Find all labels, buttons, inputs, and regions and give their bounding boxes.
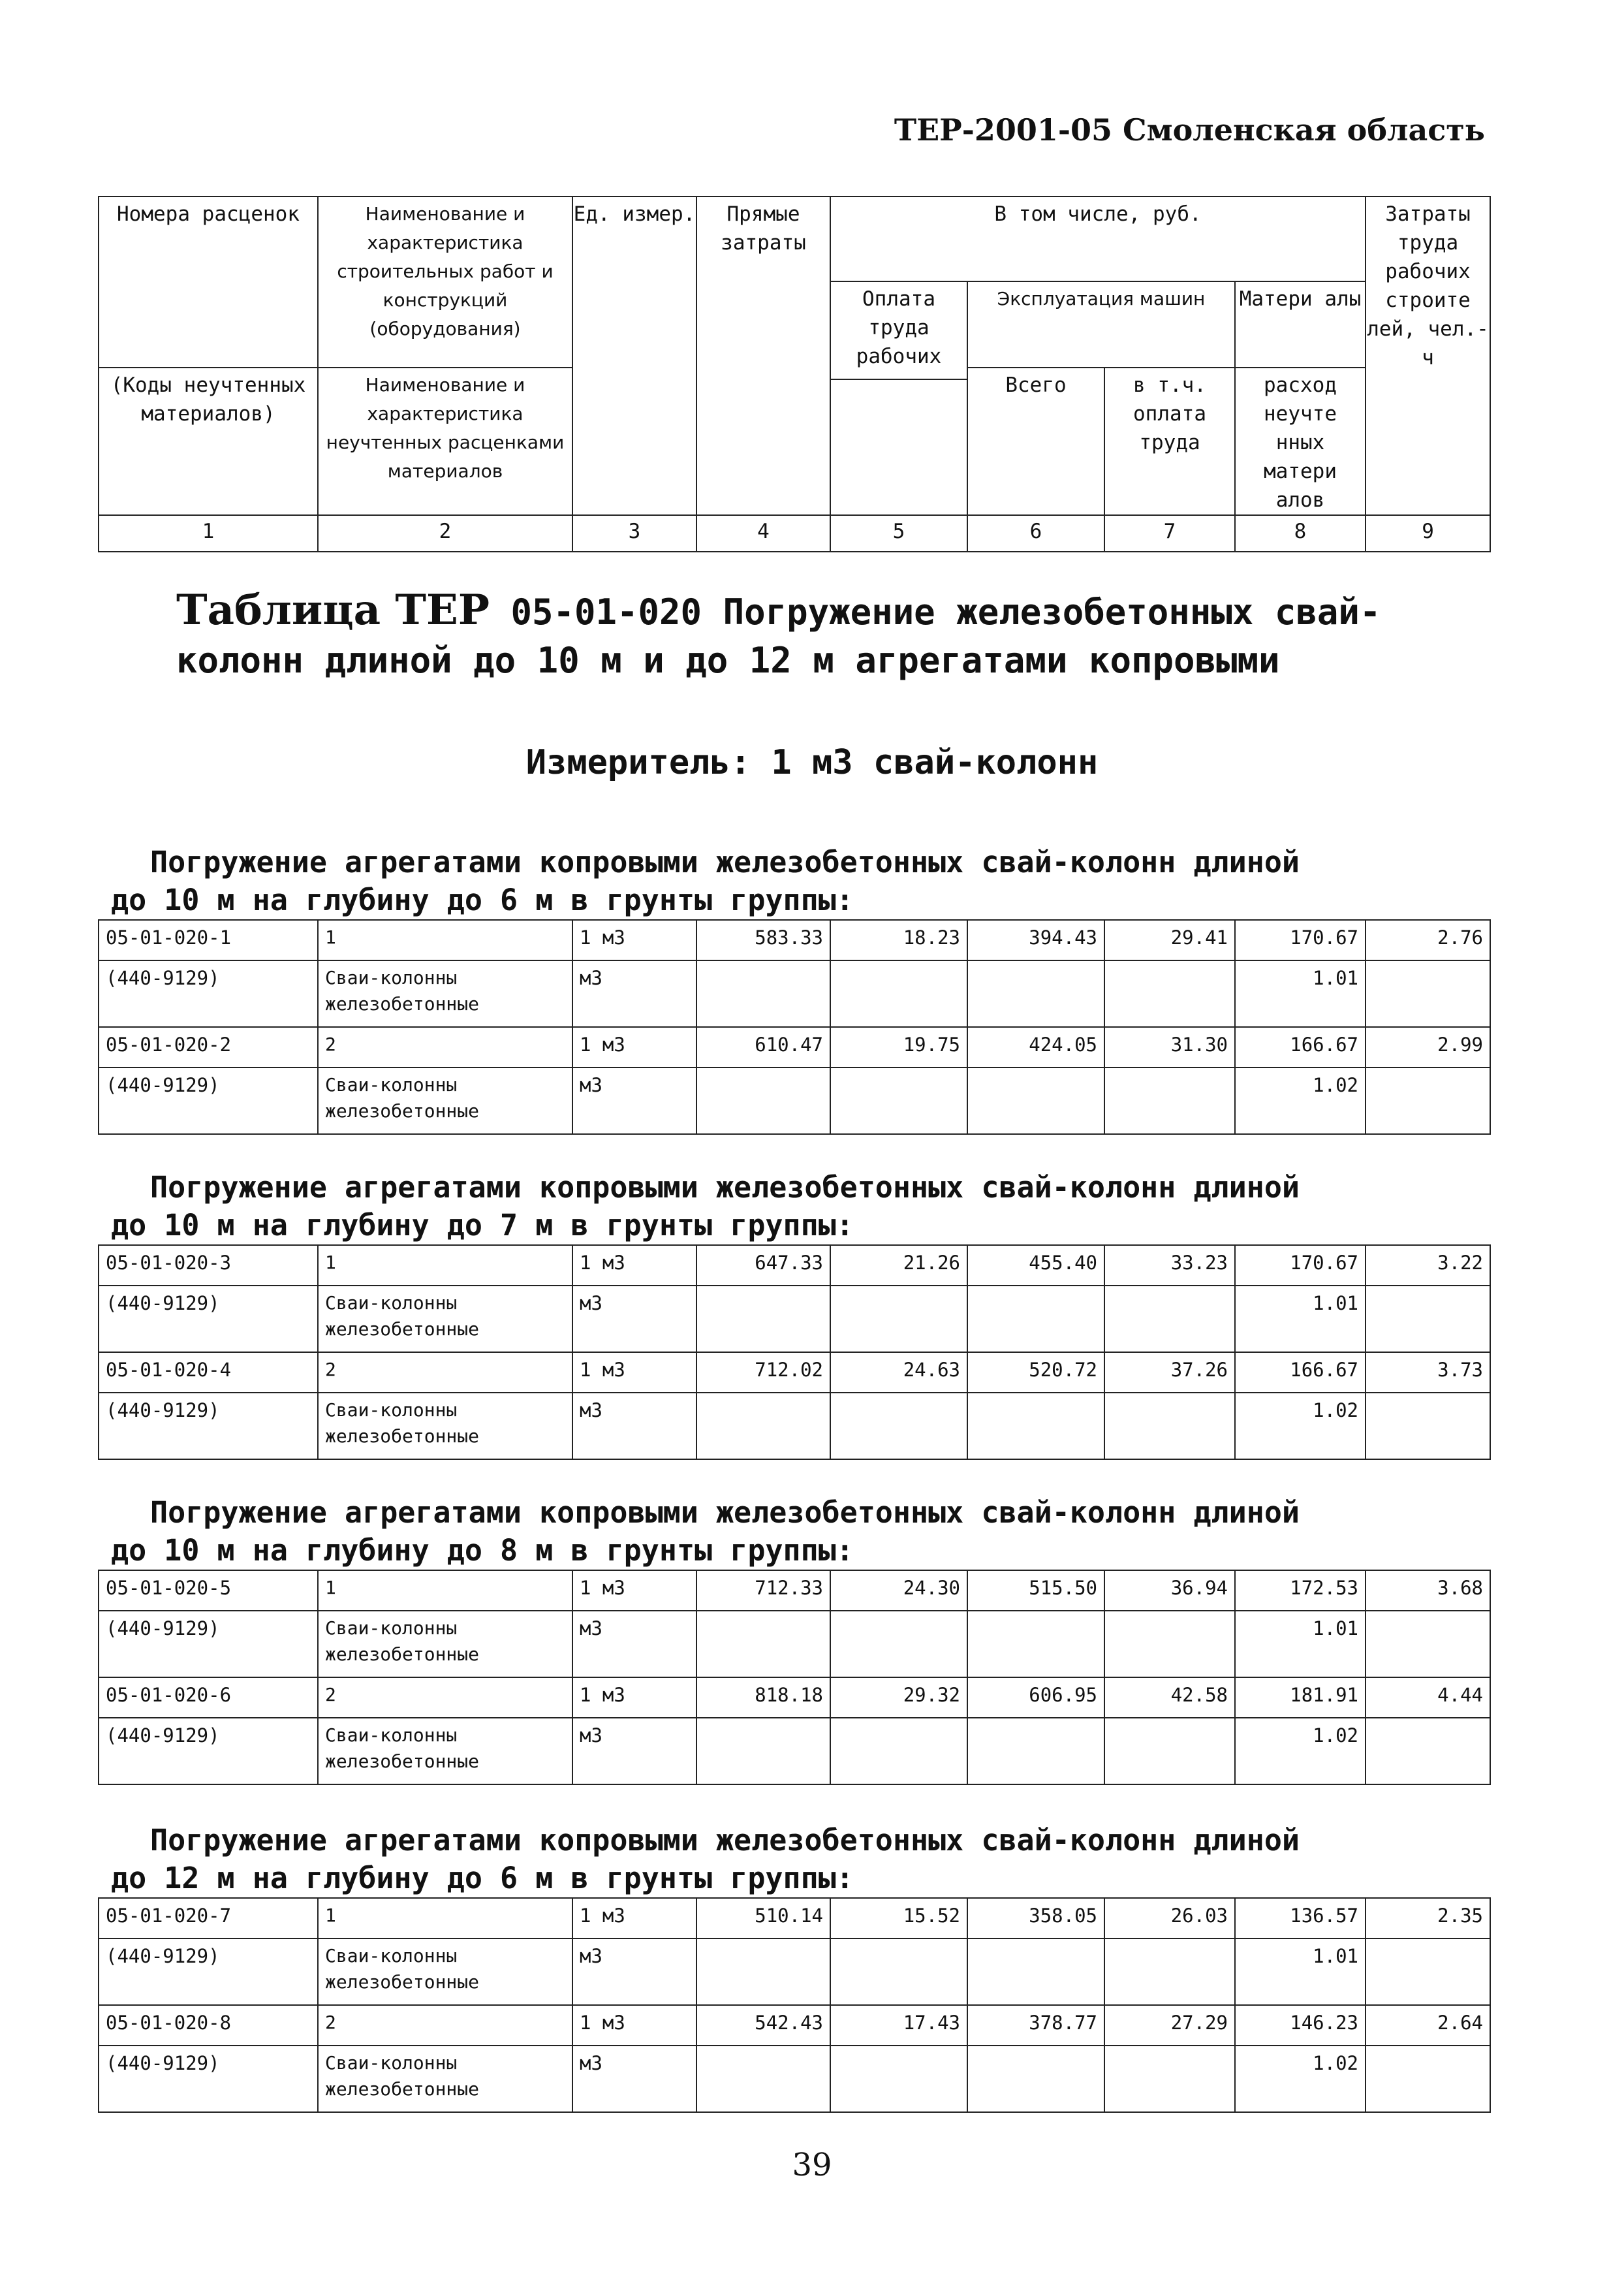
cell-name: 2: [318, 1027, 572, 1067]
cell-labor: [830, 1938, 967, 2005]
cell-name: 1: [318, 920, 572, 960]
rates-table: [98, 919, 1491, 1135]
header-num-6: 6: [967, 515, 1104, 552]
cell-code: (440-9129): [99, 1718, 318, 1784]
header-col4: Прямые затраты: [696, 197, 830, 515]
section-title: [111, 1494, 1475, 1570]
cell-direct: 510.14: [696, 1898, 830, 1938]
cell-hours: 3.22: [1366, 1245, 1490, 1286]
rate-row: [99, 2005, 1490, 2046]
cell-code: 05-01-020-5: [99, 1570, 318, 1611]
material-row: [99, 1393, 1490, 1459]
cell-direct: [696, 1067, 830, 1134]
cell-mach-labor: [1104, 1067, 1235, 1134]
cell-mach-labor: 33.23: [1104, 1245, 1235, 1286]
header-col1-bottom: (Коды неучтенных материалов): [99, 368, 318, 515]
cell-mat: 181.91: [1235, 1677, 1366, 1718]
cell-name: 1: [318, 1245, 572, 1286]
cell-mach-labor: 37.26: [1104, 1352, 1235, 1393]
cell-mach-labor: [1104, 1393, 1235, 1459]
cell-code: 05-01-020-8: [99, 2005, 318, 2046]
rate-row: [99, 920, 1490, 960]
header-num-2: 2: [318, 515, 572, 552]
material-row: [99, 1938, 1490, 2005]
cell-unit: 1 м3: [572, 1352, 696, 1393]
cell-code: 05-01-020-7: [99, 1898, 318, 1938]
cell-mach-labor: 29.41: [1104, 920, 1235, 960]
cell-mach-labor: 27.29: [1104, 2005, 1235, 2046]
header-col2-top: Наименование и характеристика строительных работ и конструкций (оборудования): [318, 197, 572, 368]
material-row: [99, 960, 1490, 1027]
cell-unit: м3: [572, 1067, 696, 1134]
cell-code: (440-9129): [99, 1286, 318, 1352]
cell-direct: 610.47: [696, 1027, 830, 1067]
rate-row: [99, 1027, 1490, 1067]
cell-hours: [1366, 1718, 1490, 1784]
rate-row: [99, 1352, 1490, 1393]
cell-unit: м3: [572, 1938, 696, 2005]
rate-row: [99, 1677, 1490, 1718]
cell-labor: [830, 1286, 967, 1352]
cell-labor: [830, 1718, 967, 1784]
cell-mach: 606.95: [967, 1677, 1104, 1718]
cell-hours: 3.68: [1366, 1570, 1490, 1611]
cell-name: Сваи-колонны железобетонные: [318, 1067, 572, 1134]
cell-mach: [967, 1286, 1104, 1352]
material-row: [99, 2046, 1490, 2112]
cell-code: 05-01-020-4: [99, 1352, 318, 1393]
cell-direct: [696, 960, 830, 1027]
cell-unit: 1 м3: [572, 1245, 696, 1286]
table-title-code: 05-01-020: [510, 592, 702, 633]
cell-name: Сваи-колонны железобетонные: [318, 1938, 572, 2005]
cell-unit: 1 м3: [572, 1898, 696, 1938]
rates-table: [98, 1897, 1491, 2113]
cell-hours: [1366, 1286, 1490, 1352]
cell-labor: 18.23: [830, 920, 967, 960]
cell-code: (440-9129): [99, 1393, 318, 1459]
section-title-line2: до 10 м на глубину до 8 м в грунты группы:: [111, 1533, 854, 1568]
cell-labor: [830, 960, 967, 1027]
rates-table: [98, 1244, 1491, 1460]
section-title: [111, 1822, 1475, 1897]
cell-mach-labor: 26.03: [1104, 1898, 1235, 1938]
section-title-line2: до 12 м на глубину до 6 м в грунты группы:: [111, 1861, 854, 1895]
cell-name: 1: [318, 1570, 572, 1611]
cell-unit: м3: [572, 2046, 696, 2112]
header-col9: Затраты труда рабочих строите лей, чел.-ч: [1366, 197, 1490, 515]
header-num-9: 9: [1366, 515, 1490, 552]
cell-labor: 17.43: [830, 2005, 967, 2046]
cell-unit: м3: [572, 1286, 696, 1352]
cell-mat: 170.67: [1235, 1245, 1366, 1286]
cell-name: 2: [318, 2005, 572, 2046]
cell-name: Сваи-колонны железобетонные: [318, 2046, 572, 2112]
table-title-line2: колонн длиной до 10 м и до 12 м агрегатами копровыми: [176, 640, 1280, 681]
cell-mach-labor: 31.30: [1104, 1027, 1235, 1067]
material-row: [99, 1718, 1490, 1784]
cell-mach-labor: [1104, 1938, 1235, 2005]
cell-code: 05-01-020-1: [99, 920, 318, 960]
cell-hours: [1366, 1067, 1490, 1134]
cell-unit: м3: [572, 1393, 696, 1459]
cell-hours: [1366, 1938, 1490, 2005]
cell-mach: 520.72: [967, 1352, 1104, 1393]
cell-mach: 378.77: [967, 2005, 1104, 2046]
cell-mat: 166.67: [1235, 1352, 1366, 1393]
cell-hours: 3.73: [1366, 1352, 1490, 1393]
cell-mach-labor: [1104, 1718, 1235, 1784]
cell-hours: [1366, 1393, 1490, 1459]
material-row: [99, 1286, 1490, 1352]
cell-mach: 358.05: [967, 1898, 1104, 1938]
cell-unit: 1 м3: [572, 1570, 696, 1611]
section-title: [111, 1169, 1475, 1244]
header-col3: Ед. измер.: [572, 197, 696, 515]
cell-code: 05-01-020-6: [99, 1677, 318, 1718]
table-title-line1: Погружение железобетонных свай-: [723, 592, 1381, 633]
cell-code: (440-9129): [99, 1938, 318, 2005]
cell-labor: [830, 1611, 967, 1677]
header-table: [98, 196, 1491, 552]
material-row: [99, 1067, 1490, 1134]
cell-unit: м3: [572, 1718, 696, 1784]
header-num-3: 3: [572, 515, 696, 552]
cell-mach-labor: [1104, 1611, 1235, 1677]
cell-labor: [830, 1067, 967, 1134]
cell-hours: 4.44: [1366, 1677, 1490, 1718]
cell-unit: 1 м3: [572, 920, 696, 960]
header-num-8: 8: [1235, 515, 1366, 552]
header-group: В том числе, руб.: [830, 197, 1366, 281]
cell-name: Сваи-колонны железобетонные: [318, 1718, 572, 1784]
cell-code: (440-9129): [99, 1067, 318, 1134]
cell-mat: 1.01: [1235, 1286, 1366, 1352]
cell-labor: 24.30: [830, 1570, 967, 1611]
cell-direct: 818.18: [696, 1677, 830, 1718]
cell-name: 1: [318, 1898, 572, 1938]
cell-unit: м3: [572, 960, 696, 1027]
cell-mach: 394.43: [967, 920, 1104, 960]
cell-mach: [967, 1938, 1104, 2005]
cell-mat: 1.02: [1235, 2046, 1366, 2112]
section-title-line1: Погружение агрегатами копровыми железобетонных свай-колонн длиной: [150, 1823, 1300, 1858]
cell-unit: 1 м3: [572, 1677, 696, 1718]
header-num-7: 7: [1104, 515, 1235, 552]
header-num-5: 5: [830, 515, 967, 552]
header-col8-top: Матери алы: [1235, 281, 1366, 368]
cell-name: 2: [318, 1677, 572, 1718]
cell-direct: [696, 1938, 830, 2005]
section-title-line2: до 10 м на глубину до 7 м в грунты группы:: [111, 1208, 854, 1242]
cell-mat: 136.57: [1235, 1898, 1366, 1938]
cell-direct: 542.43: [696, 2005, 830, 2046]
cell-code: 05-01-020-2: [99, 1027, 318, 1067]
cell-mach-labor: [1104, 960, 1235, 1027]
cell-direct: [696, 2046, 830, 2112]
header-col5: Оплата труда рабочих: [830, 281, 967, 379]
cell-mat: 1.01: [1235, 960, 1366, 1027]
cell-hours: 2.64: [1366, 2005, 1490, 2046]
cell-mach: 515.50: [967, 1570, 1104, 1611]
running-head: ТЕР-2001-05 Смоленская область: [894, 112, 1485, 148]
cell-labor: 15.52: [830, 1898, 967, 1938]
meter: Измеритель: 1 м3 свай-колонн: [525, 743, 1099, 782]
cell-unit: 1 м3: [572, 1027, 696, 1067]
section-title-line1: Погружение агрегатами копровыми железобетонных свай-колонн длиной: [150, 1495, 1300, 1530]
cell-mach: [967, 2046, 1104, 2112]
cell-code: (440-9129): [99, 2046, 318, 2112]
cell-direct: 712.02: [696, 1352, 830, 1393]
table-title-prefix: Таблица ТЕР: [176, 586, 490, 635]
cell-mach-labor: [1104, 1286, 1235, 1352]
section-title: [111, 844, 1475, 919]
cell-mat: 146.23: [1235, 2005, 1366, 2046]
cell-mat: 1.01: [1235, 1938, 1366, 2005]
cell-code: 05-01-020-3: [99, 1245, 318, 1286]
cell-hours: 2.76: [1366, 920, 1490, 960]
cell-name: Сваи-колонны железобетонные: [318, 1286, 572, 1352]
header-col5-cont: [830, 379, 967, 515]
cell-mach-labor: [1104, 2046, 1235, 2112]
header-col2-bottom: Наименование и характеристика неучтенных расценками материалов: [318, 368, 572, 515]
cell-mach: [967, 1067, 1104, 1134]
cell-mach: 424.05: [967, 1027, 1104, 1067]
cell-direct: [696, 1611, 830, 1677]
header-machines-group: Эксплуатация машин: [967, 281, 1235, 368]
cell-name: Сваи-колонны железобетонные: [318, 1393, 572, 1459]
cell-mach-labor: 42.58: [1104, 1677, 1235, 1718]
cell-direct: 712.33: [696, 1570, 830, 1611]
header-num-4: 4: [696, 515, 830, 552]
rate-row: [99, 1570, 1490, 1611]
section-title-line1: Погружение агрегатами копровыми железобетонных свай-колонн длиной: [150, 845, 1300, 879]
cell-labor: 24.63: [830, 1352, 967, 1393]
header-col8-bottom: расход неучте нных матери алов: [1235, 368, 1366, 515]
section-title-line2: до 10 м на глубину до 6 м в грунты группы:: [111, 883, 854, 917]
cell-mach-labor: 36.94: [1104, 1570, 1235, 1611]
cell-labor: [830, 2046, 967, 2112]
cell-mach: [967, 1393, 1104, 1459]
cell-labor: 21.26: [830, 1245, 967, 1286]
cell-hours: [1366, 2046, 1490, 2112]
cell-code: (440-9129): [99, 1611, 318, 1677]
cell-direct: [696, 1718, 830, 1784]
cell-mat: 166.67: [1235, 1027, 1366, 1067]
cell-labor: [830, 1393, 967, 1459]
header-num-1: 1: [99, 515, 318, 552]
cell-mat: 172.53: [1235, 1570, 1366, 1611]
cell-direct: 583.33: [696, 920, 830, 960]
header-col7: в т.ч. оплата труда: [1104, 368, 1235, 515]
cell-mat: 1.02: [1235, 1067, 1366, 1134]
material-row: [99, 1611, 1490, 1677]
cell-direct: [696, 1286, 830, 1352]
cell-hours: 2.35: [1366, 1898, 1490, 1938]
page-number: 39: [792, 2147, 832, 2183]
cell-code: (440-9129): [99, 960, 318, 1027]
cell-hours: 2.99: [1366, 1027, 1490, 1067]
cell-name: Сваи-колонны железобетонные: [318, 1611, 572, 1677]
cell-direct: [696, 1393, 830, 1459]
cell-name: 2: [318, 1352, 572, 1393]
cell-unit: м3: [572, 1611, 696, 1677]
header-col6: Всего: [967, 368, 1104, 515]
table-title: [176, 586, 1456, 685]
header-col1-top: Номера расценок: [99, 197, 318, 368]
cell-direct: 647.33: [696, 1245, 830, 1286]
cell-mach: 455.40: [967, 1245, 1104, 1286]
cell-unit: 1 м3: [572, 2005, 696, 2046]
cell-mat: 1.02: [1235, 1718, 1366, 1784]
section-title-line1: Погружение агрегатами копровыми железобетонных свай-колонн длиной: [150, 1170, 1300, 1205]
cell-mat: 1.01: [1235, 1611, 1366, 1677]
cell-mach: [967, 960, 1104, 1027]
cell-hours: [1366, 1611, 1490, 1677]
cell-mach: [967, 1718, 1104, 1784]
cell-name: Сваи-колонны железобетонные: [318, 960, 572, 1027]
cell-labor: 29.32: [830, 1677, 967, 1718]
cell-labor: 19.75: [830, 1027, 967, 1067]
cell-mat: 170.67: [1235, 920, 1366, 960]
rate-row: [99, 1245, 1490, 1286]
rates-table: [98, 1570, 1491, 1785]
cell-hours: [1366, 960, 1490, 1027]
rate-row: [99, 1898, 1490, 1938]
cell-mat: 1.02: [1235, 1393, 1366, 1459]
cell-mach: [967, 1611, 1104, 1677]
